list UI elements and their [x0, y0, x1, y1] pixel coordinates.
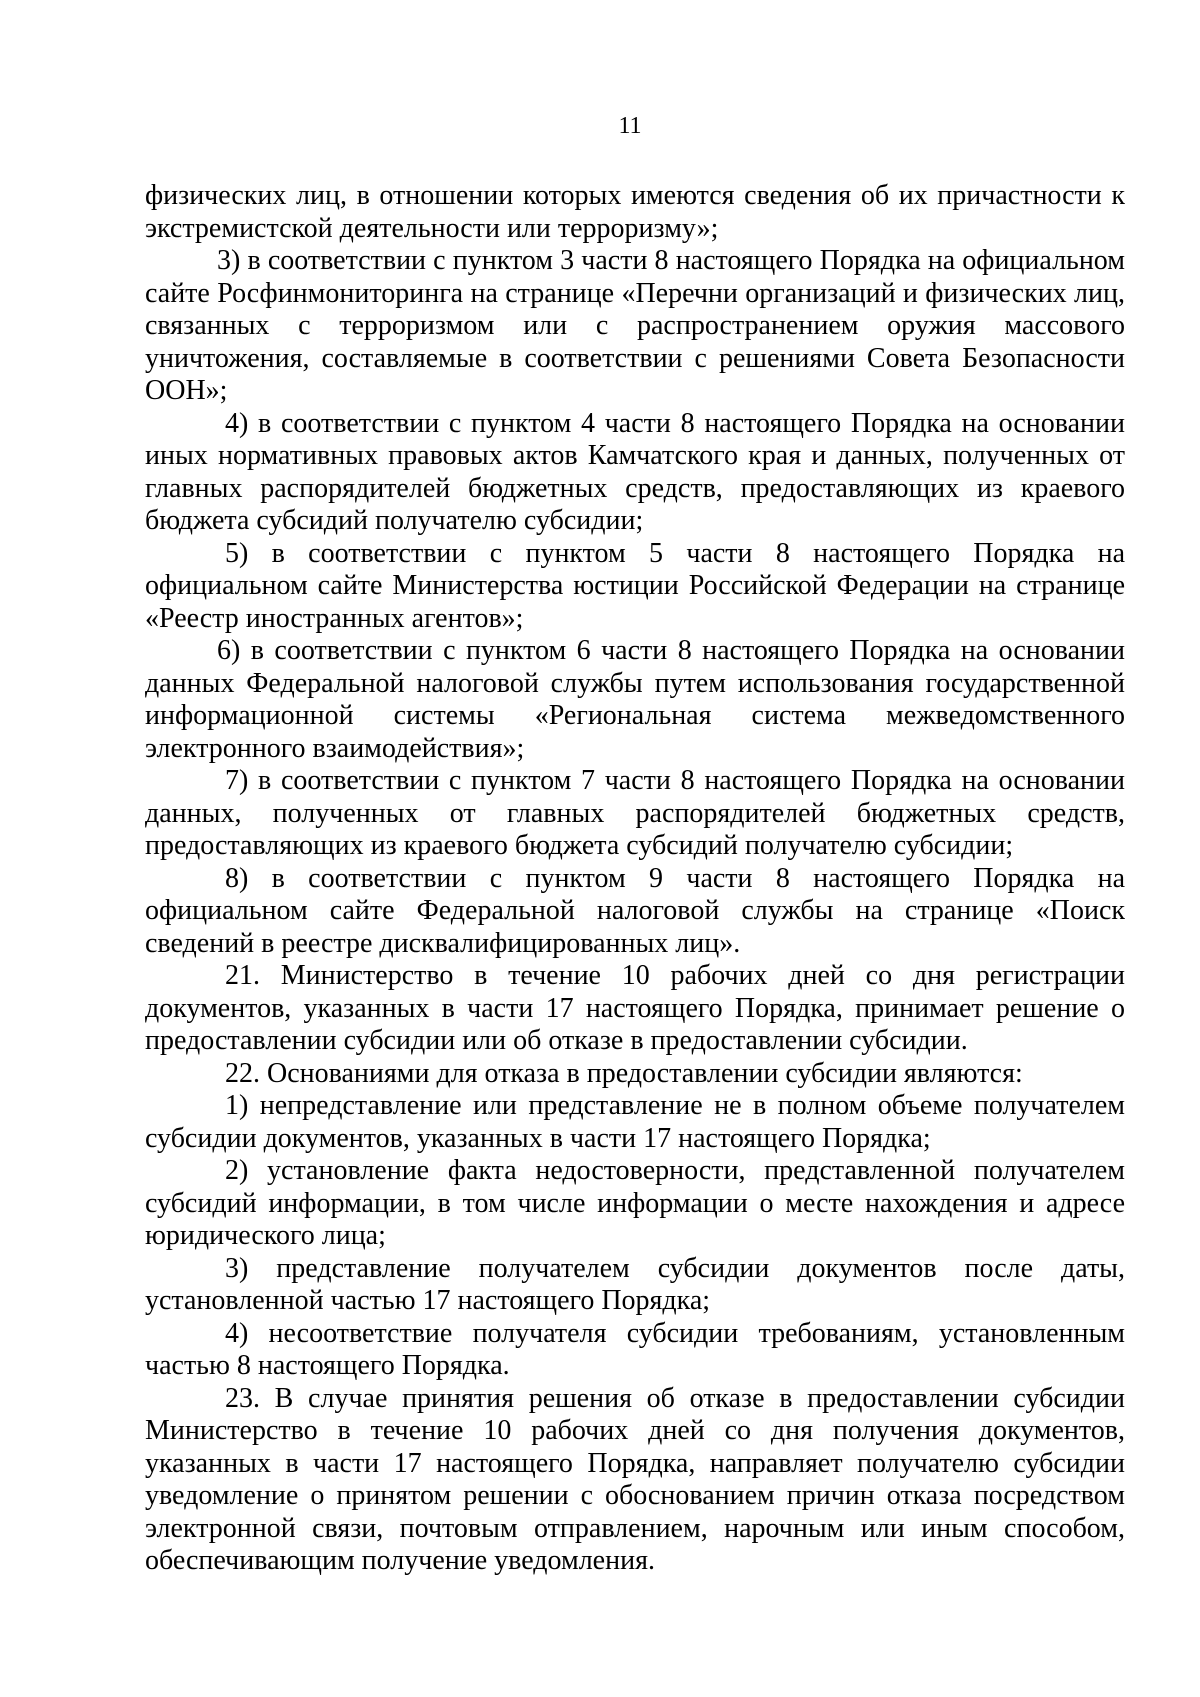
page-number: 11 [618, 113, 642, 139]
paragraph-item-4: 4) в соответствии с пунктом 4 части 8 настоящего Порядка на основании иных нормативных правовых актов Камчатского края и данных, полученных от главных распорядителей бюджетных средств, предоставляющих из краевого бюджета субсидий получателю субсидии; [145, 407, 1125, 536]
paragraph-ground-1: 1) непредставление или представление не в полном объеме получателем субсидии документов, указанных в части 17 настоящего Порядка; [145, 1090, 1125, 1154]
paragraph-continuation: физических лиц, в отношении которых имеются сведения об их причастности к экстремистской деятельности или терроризму»; [145, 180, 1125, 244]
document-body [145, 180, 1125, 1578]
paragraph-item-6: 6) в соответствии с пунктом 6 части 8 настоящего Порядка на основании данных Федеральной налоговой службы путем использования государственной информационной системы «Региональная система межведомственного электронного взаимодействия»; [145, 635, 1125, 764]
paragraph-item-7: 7) в соответствии с пунктом 7 части 8 настоящего Порядка на основании данных, полученных от главных распорядителей бюджетных средств, предоставляющих из краевого бюджета субсидий получателю субсидии; [145, 765, 1125, 861]
paragraph-section-23: 23. В случае принятия решения об отказе в предоставлении субсидии Министерство в течение 10 рабочих дней со дня получения документов, указанных в части 17 настоящего Порядка, направляет получателю субсидии уведомление о принятом решении с обоснованием причин отказа посредством электронной связи, почтовым отправлением, нарочным или иным способом, обеспечивающим получение уведомления. [145, 1382, 1125, 1576]
paragraph-item-3: 3) в соответствии с пунктом 3 части 8 настоящего Порядка на официальном сайте Росфинмониторинга на странице «Перечни организаций и физических лиц, связанных с терроризмом или с распространением оружия массового уничтожения, составляемые в соответствии с решениями Совета Безопасности ООН»; [145, 245, 1125, 406]
paragraph-section-21: 21. Министерство в течение 10 рабочих дней со дня регистрации документов, указанных в части 17 настоящего Порядка, принимает решение о предоставлении субсидии или об отказе в предоставлении субсидии. [145, 960, 1125, 1056]
paragraph-ground-3: 3) представление получателем субсидии документов после даты, установленной частью 17 настоящего Порядка; [145, 1252, 1125, 1316]
paragraph-ground-4: 4) несоответствие получателя субсидии требованиям, установленным частью 8 настоящего Порядка. [145, 1317, 1125, 1381]
paragraph-ground-2: 2) установление факта недостоверности, представленной получателем субсидий информации, в том числе информации о месте нахождения и адресе юридического лица; [145, 1155, 1125, 1251]
paragraph-section-22: 22. Основаниями для отказа в предоставлении субсидии являются: [225, 1057, 1023, 1089]
paragraph-item-8: 8) в соответствии с пунктом 9 части 8 настоящего Порядка на официальном сайте Федеральной налоговой службы на странице «Поиск сведений в реестре дисквалифицированных лиц». [145, 862, 1125, 959]
paragraph-item-5: 5) в соответствии с пунктом 5 части 8 настоящего Порядка на официальном сайте Министерства юстиции Российской Федерации на странице «Реестр иностранных агентов»; [145, 537, 1125, 634]
